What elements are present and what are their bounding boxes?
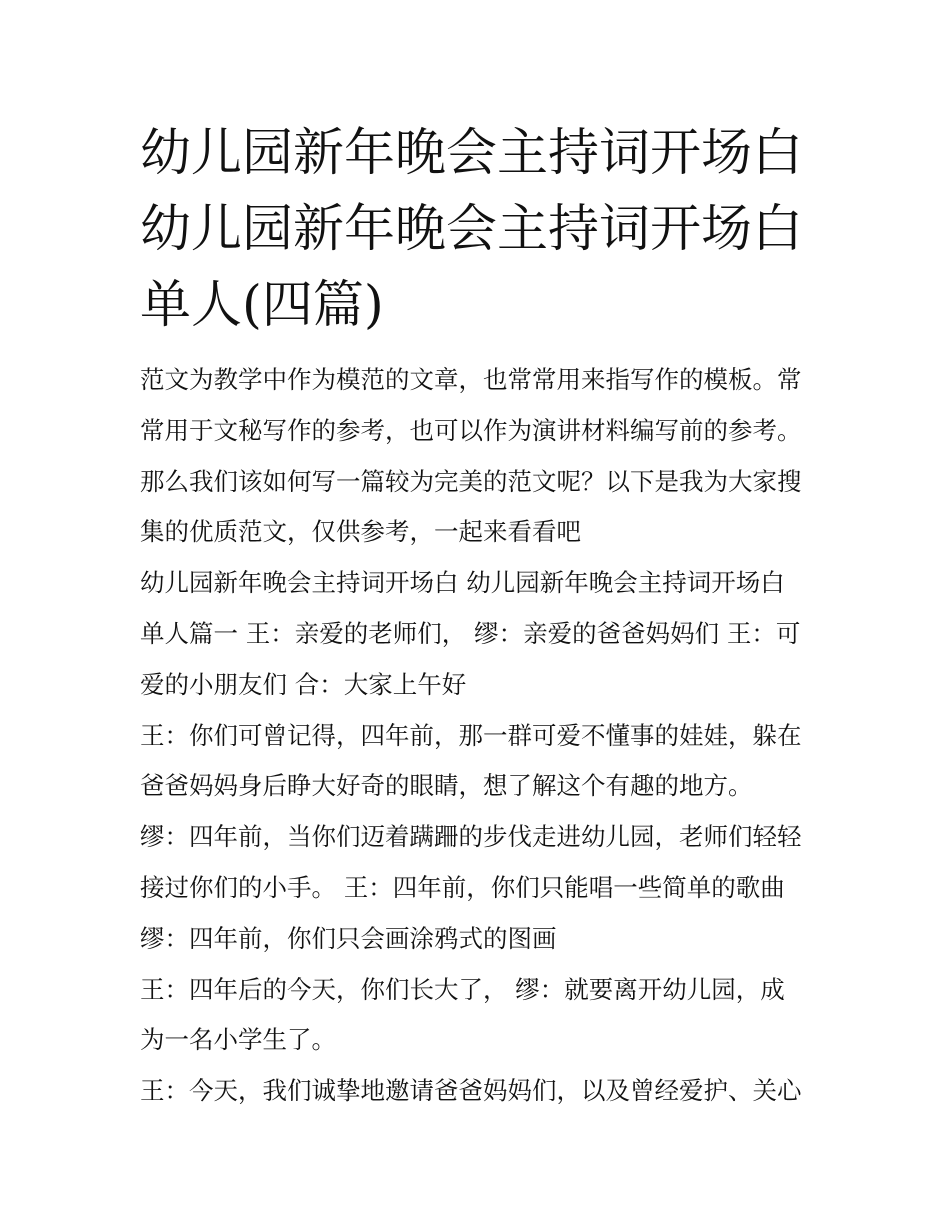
body-line: 接过你们的小手。 王：四年前，你们只能唱一些简单的歌曲	[140, 872, 785, 902]
body-line: 单人篇一 王：亲爱的老师们， 缪：亲爱的爸爸妈妈们 王：可	[140, 618, 801, 648]
body-line: 缪：四年前，当你们迈着蹒跚的步伐走进幼儿园，老师们轻轻	[140, 822, 802, 852]
body-line: 那么我们该如何写一篇较为完美的范文呢？以下是我为大家搜	[140, 466, 802, 496]
body-line: 为一名小学生了。	[140, 1025, 336, 1055]
document-body	[140, 355, 830, 1117]
body-line: 王：今天，我们诚挚地邀请爸爸妈妈们，以及曾经爱护、关心	[140, 1076, 802, 1106]
title-line: 单人(四篇)	[140, 276, 384, 335]
body-line: 缪：四年前，你们只会画涂鸦式的图画	[140, 923, 557, 953]
body-line: 爱的小朋友们 合：大家上午好	[140, 669, 467, 699]
document-title	[140, 116, 820, 344]
body-line: 爸爸妈妈身后睁大好奇的眼睛，想了解这个有趣的地方。	[140, 771, 753, 801]
title-line: 幼儿园新年晚会主持词开场白	[140, 124, 804, 183]
body-line: 常用于文秘写作的参考，也可以作为演讲材料编写前的参考。	[140, 415, 802, 445]
body-line: 集的优质范文，仅供参考，一起来看看吧	[140, 517, 581, 547]
body-line: 王：四年后的今天，你们长大了， 缪：就要离开幼儿园，成	[140, 974, 785, 1004]
body-line: 幼儿园新年晚会主持词开场白 幼儿园新年晚会主持词开场白	[140, 568, 785, 598]
body-line: 范文为教学中作为模范的文章，也常常用来指写作的模板。常	[140, 365, 802, 394]
body-line: 王：你们可曾记得，四年前，那一群可爱不懂事的娃娃，躲在	[140, 720, 802, 750]
title-line: 幼儿园新年晚会主持词开场白	[140, 200, 804, 259]
